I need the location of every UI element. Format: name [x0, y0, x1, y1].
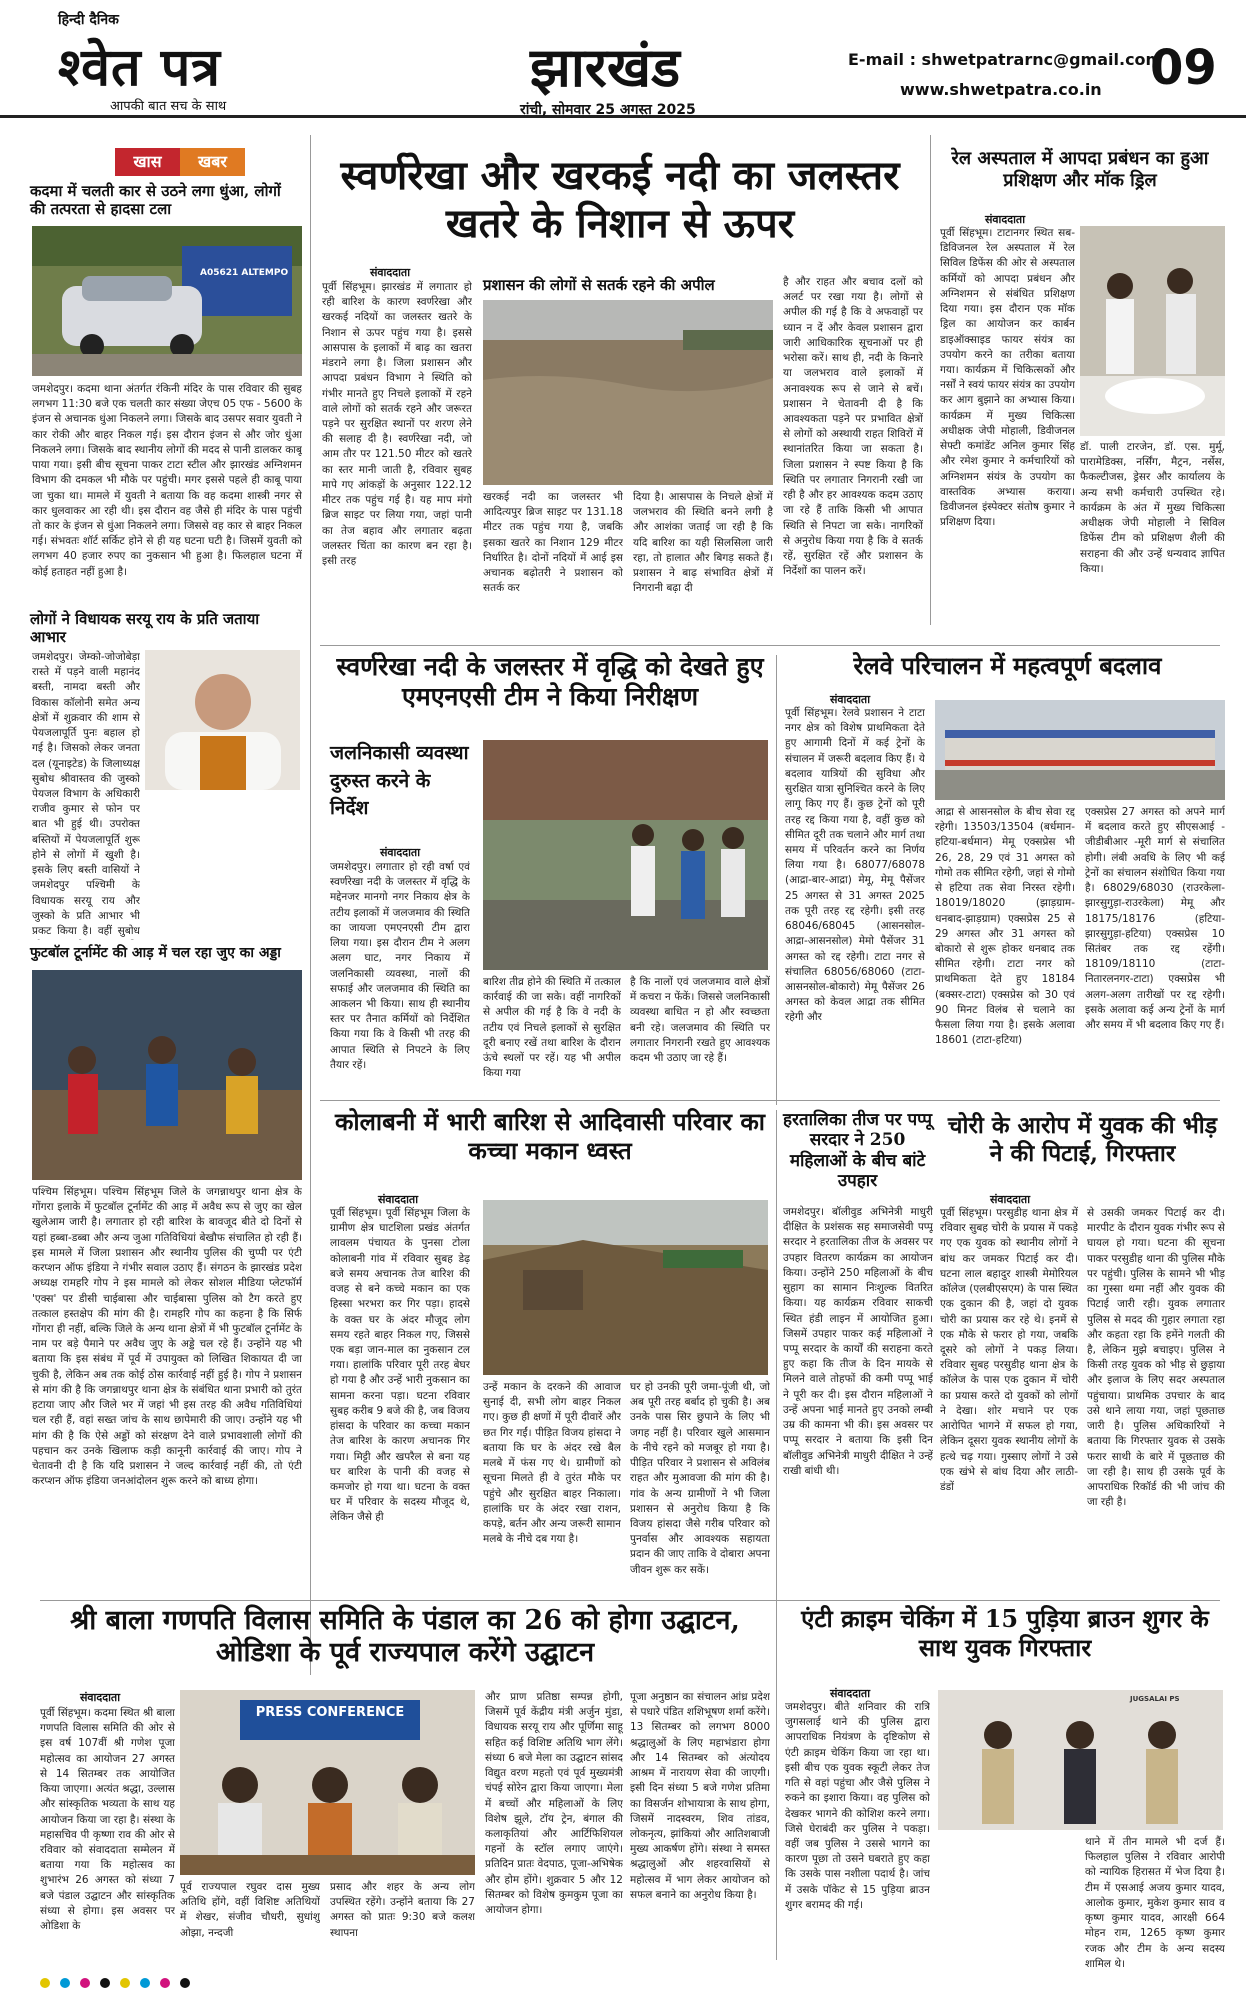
story-body: जमशेदपुर। बॉलीवुड अभिनेत्री माधुरी दीक्षित के प्रशंसक सह समाजसेवी पप्पू सरदार ने हरतालिका तीज के अवसर पर उपहार वितरण कार्यक्रम का आयोजन किया। उन्होंने 250 महिलाओं के बीच सुहाग का सामान निःशुल्क वितरित किया। यह कार्यक्रम रविवार साकची स्थित हंडी लाइन में आयोजित हुआ। जिसमें उपहार पाकर कई महिलाओं ने पप्पू सरदार के कार्यों की सराहना करते हुए कहा कि तीज के दिन मायके से मिलने वाले तोहफों की कमी पप्पू भाई ने पूरी कर दी। इस दौरान महिलाओं ने उन्हें अपना भाई मानते हुए उनको लम्बी उम्र की कामना भी की। इस अवसर पर पप्पू सरदार ने बताया कि इसी दिन बॉलीवुड अभिनेत्री माधुरी दीक्षित ने उन्हें राखी बांधी थी।: [783, 1206, 933, 1477]
lead-body-col3: दिया है। आसपास के निचले क्षेत्रों में जलभराव की स्थिति बनने लगी है और आशंका जताई जा रही है कि यदि बारिश का यही सिलसिला जारी रहा, तो हालात और बिगड़ सकते हैं। प्रशासन ने बाढ़ संभावित क्षेत्रों में निगरानी बढ़ा दी: [633, 491, 773, 595]
train-photo: [935, 700, 1225, 800]
registration-dot: [100, 1978, 110, 1988]
story-body: पूर्वी सिंहभूम। कदमा स्थित श्री बाला गणपति विलास समिति की ओर से इस वर्ष 107वीं श्री गणेश पूजा महोत्सव का आयोजन 27 अगस्त से 14 सितम्बर तक आयोजित किया जाएगा। अत्यंत श्रद्धा, उल्लास और सांस्कृतिक भव्यता के साथ यह आयोजन किया जा रहा है। संस्था के महासचिव पी कृष्णा राव की ओर से रविवार को संवाददाता सम्मेलन में बताया गया कि महोत्सव का शुभारंभ 26 अगस्त को संध्या 7 बजे पंडाल उद्घाटन और सांस्कृतिक संध्या से होगा। इस अवसर पर ओडिशा के: [40, 1707, 175, 1933]
section-title: झारखंड: [530, 35, 680, 99]
registration-dot: [180, 1978, 190, 1988]
newspaper-tagline: आपकी बात सच के साथ: [110, 99, 227, 114]
website-link[interactable]: www.shwetpatra.co.in: [900, 80, 1102, 99]
story-byline: संवाददाता: [80, 1691, 121, 1704]
banner-text: PRESS CONFERENCE: [255, 1705, 405, 1720]
lead-photo-caption: प्रशासन की लोगों से सतर्क रहने की अपील: [483, 276, 715, 294]
arrest-photo: [938, 1690, 1223, 1830]
story-body: पूर्वी सिंहभूम। परसुडीह थाना क्षेत्र में रविवार सुबह चोरी के प्रयास में पकड़े गए एक युवक को स्थानीय लोगों ने बांध कर जमकर पिटाई कर दी। घटना लाल बहादुर शास्त्री मेमोरियल कॉलेज (एलबीएसएम) के पास स्थित एक दुकान की है, जहां दो युवक चोरी का प्रयास कर रहे थे। इनमें से एक मौके से फरार हो गया, जबकि दूसरे को लोगों ने पकड़ लिया। रविवार सुबह परसुडीह थाना क्षेत्र के कॉलेज के पास एक दुकान में चोरी का प्रयास करते दो युवकों को लोगों ने देखा। शोर मचाने पर एक आरोपित भागने में सफल हो गया, लेकिन दूसरा युवक स्थानीय लोगों के हत्थे चढ़ गया। गुस्साए लोगों ने उसे एक खंभे से बांध दिया और लाठी-डंडों: [940, 1207, 1078, 1493]
story-byline: संवाददाता: [990, 1193, 1031, 1206]
date-line: रांची, सोमवार 25 अगस्त 2025: [520, 102, 696, 118]
section-rule: [40, 1600, 1220, 1601]
lead-headline[interactable]: स्वर्णरेखा और खरकई नदी का जलस्तर खतरे के निशान से ऊपर: [340, 152, 900, 247]
story-body: घर हो उनकी पूरी जमा-पूंजी थी, जो अब पूरी तरह बर्बाद हो चुकी है। अब उनके पास सिर छुपाने के लिए भी जगह नहीं है। परिवार खुले आसमान के नीचे रहने को मजबूर हो गया है। पीड़ित परिवार ने प्रशासन से अविलंब राहत और मुआवजा की मांग की है। गांव के अन्य ग्रामीणों ने भी जिला प्रशासन से अनुरोध किया है कि विजय हांसदा जैसे गरीब परिवार को पुनर्वास और आवश्यक सहायता प्रदान की जाए ताकि वे दोबारा अपना जीवन शुरू कर सकें।: [630, 1381, 770, 1576]
registration-dot: [40, 1978, 50, 1988]
column-rule: [776, 1610, 777, 1960]
lead-body-col2: खरकई नदी का जलस्तर भी आदित्यपुर ब्रिज साइट पर 131.18 मीटर तक पहुंच गया है, जबकि इसका खतरे का निशान 129 मीटर निर्धारित है। दोनों नदियों में आई इस अचानक बढ़ोतरी ने प्रशासन को सतर्क कर: [483, 491, 623, 595]
newspaper-logo: श्वेत पत्र: [58, 37, 221, 98]
story-body: से उसकी जमकर पिटाई कर दी। मारपीट के दौरान युवक गंभीर रूप से घायल हो गया। घटना की सूचना पाकर परसुडीह थाना की पुलिस मौके पर पहुंची। पुलिस के सामने भी भीड़ का गुस्सा थमा नहीं और युवक की पिटाई जारी रही। युवक लगातार पुलिस से मदद की गुहार लगाता रहा और कहता रहा कि हमेंने गलती की है, लेकिन मुझे बचाइए। पुलिस ने किसी तरह युवक को भीड़ से छुड़ाया और इलाज के लिए सदर अस्पताल पहुंचाया। प्राथमिक उपचार के बाद उसे थाने लाया गया, जहां पूछताछ जारी है। पुलिस अधिकारियों ने बताया कि गिरफ्तार युवक से उसके फरार साथी के बारे में पूछताछ की जा रही है। साथ ही उसके पूर्व के आपराधिक रिकॉर्ड की भी जांच की जा रही है।: [1087, 1207, 1225, 1509]
story-headline[interactable]: कोलाबनी में भारी बारिश से आदिवासी परिवार का कच्चा मकान ध्वस्त: [334, 1107, 765, 1165]
section-rule: [320, 645, 1220, 646]
story-sub-headline: जलनिकासी व्यवस्था दुरुस्त करने के निर्देश: [330, 742, 469, 820]
lead-byline: संवाददाता: [370, 266, 411, 279]
masthead: [0, 0, 1246, 118]
story-headline[interactable]: एंटी क्राइम चेकिंग में 15 पुड़िया ब्राउन शुगर के साथ युवक गिरफ्तार: [801, 1604, 1209, 1662]
story-headline[interactable]: चोरी के आरोप में युवक की भीड़ ने की पिटाई, गिरफ्तार: [947, 1112, 1218, 1167]
column-rule: [776, 1110, 777, 1610]
story-body: है कि नालों एवं जलजमाव वाले क्षेत्रों में कचरा न फेंकें। जिससे जलनिकासी व्यवस्था बाधित न हो और स्वच्छता बनी रहे। जलजमाव की स्थिति पर लगातार निगरानी रखते हुए आवश्यक कदम भी उठाए जा रहे हैं।: [630, 976, 770, 1065]
column-rule: [930, 135, 931, 625]
story-body: बारिश तीव्र होने की स्थिति में तत्काल कार्रवाई की जा सके। वहीं नागरिकों से अपील की गई है कि वे नदी के तटीय एवं निचले इलाकों से सुरक्षित दूरी बनाए रखें तथा बारिश के दौरान ऊंचे स्थलों पर रहें। यह भी अपील किया गया: [483, 976, 621, 1080]
story-body: आद्रा से आसनसोल के बीच सेवा रद्द रहेगी। 13503/13504 (बर्धमान-हटिया-बर्धमान) मेमू एक्सप्रेस भी 26, 28, 29 एवं 31 अगस्त को गोमो तक सीमित रहेगी, जहां से गोमो से हटिया तक सेवा निरस्त रहेगी। 18019/18020 (झाड़ग्राम-धनबाद-झाड़ग्राम) एक्सप्रेस 25 से 29 अगस्त और 31 अगस्त को बोकारो से शुरू होकर धनबाद तक सीमित रहेगी। टाटा नगर को प्राथमिकता देते हुए 18184 (बक्सर-टाटा) एक्सप्रेस को 30 एवं 90 मिनट विलंब से चलाने का फैसला लिया गया है। इसके अलावा 18601 (टाटा-हटिया): [935, 806, 1075, 1047]
page-number: 09: [1150, 40, 1217, 96]
column-rule: [776, 655, 777, 1105]
registration-dot: [120, 1978, 130, 1988]
inspection-team-photo: [483, 740, 768, 970]
story-byline: संवाददाता: [830, 693, 871, 706]
photo-label: JUGSALAI PS: [1130, 1695, 1180, 1703]
plate-text: A05621 ALTEMPO: [200, 268, 289, 278]
story-body: जमशेदपुर। जेम्को-जोजोबेड़ा रास्ते में पड़ने वाली महानंद बस्ती, नामदा बस्ती और विकास कॉलोनी समेत अन्य क्षेत्रों में शुक्रवार की शाम से पेयजलापूर्ति पुनः बहाल हो गई है। जिसको लेकर जनता दल (यूनाइटेड) के जिलाध्यक्ष सुबोध श्रीवास्तव की जुस्को पेयजल विभाग के अधिकारी राजीव कुमार से फोन पर बात भी हुई थी। उपरोक्त बस्तियों में पेयजलापूर्ति शुरू होने से लोगों में खुशी है। इसके लिए बस्ती वासियों ने जमशेदपुर पश्चिमी के विधायक सरयू राय और जुस्को के प्रति आभार भी प्रकट किया है। वहीं सुबोध: [32, 651, 140, 937]
story-body: डॉ. पाली टारजेन, डॉ. एस. मुर्मू, पारामेडिक्स, नर्सिंग, मैट्रन, नर्सेस, फैकल्टीजस, ड्रेसर और कार्यालय के अन्य सभी कर्मचारी उपस्थित रहे। कार्यक्रम के अंत में मुख्य चिकित्सा अधीक्षक जेपी मोहाली ने सिविल डिफेंस टीम को प्रशिक्षण शैली की सराहना की और उन्हें धन्यवाद ज्ञापित किया।: [1080, 441, 1225, 575]
story-byline: संवाददाता: [985, 213, 1026, 226]
story-headline[interactable]: हरतालिका तीज पर पप्पू सरदार ने 250 महिलाओं के बीच बांटे उपहार: [782, 1110, 933, 1192]
story-body: उन्हें मकान के दरकने की आवाज सुनाई दी, सभी लोग बाहर निकल गए। कुछ ही क्षणों में पूरी दीवारें और छत गिर गईं। पीड़ित विजय हांसदा ने बताया कि घर के अंदर रखे बैल मलबे में फंस गए थे। ग्रामीणों को सूचना मिलते ही वे तुरंत मौके पर पहुंचे और सुरक्षित बाहर निकाला। हालांकि घर के अंदर रखा राशन, कपड़े, बर्तन और अन्य जरूरी सामान मलबे के नीचे दब गया है।: [483, 1381, 621, 1546]
story-headline[interactable]: रेलवे परिचालन में महत्वपूर्ण बदलाव: [853, 651, 1162, 680]
story-body: पूजा अनुष्ठान का संचालन आंध्र प्रदेश से पधारे पंडित शशिभूषण शर्मा करेंगे। 13 सितम्बर को लगभग 8000 श्रद्धालुओं के लिए महाभंडारा होगा और 14 सितम्बर को अंत्योदय आश्रम में नारायण सेवा की जाएगी। इसी दिन संध्या 5 बजे गणेश प्रतिमा का विसर्जन शोभायात्रा के साथ होगा, जिसमें नादस्वरम, शिव तांडव, लोकनृत्य, झांकियां और आतिशबाजी मुख्य आकर्षण होंगे। संस्था ने समस्त श्रद्धालुओं और शहरवासियों से महोत्सव में भाग लेकर आयोजन को सफल बनाने का अनुरोध किया है।: [630, 1691, 770, 1901]
column-rule: [310, 135, 311, 1675]
story-body: पश्चिम सिंहभूम। पश्चिम सिंहभूम जिले के जगन्नाथपुर थाना क्षेत्र के गोंगरा इलाके में फुटबॉल टूर्नामेंट की आड़ में अवैध रूप से जुए का खेल खुलेआम जारी है। लगातार हो रही बारिश के बावजूद बीते दो दिनों से यहां हब्बा-डब्बा और अन्य जुआ गतिविधियां बेखौफ संचालित हो रही हैं। इस मामले में जिला प्रशासन और स्थानीय पुलिस की चुप्पी पर एंटी करप्शन ऑफ इंडिया ने गंभीर सवाल उठाए हैं। संगठन के झारखंड प्रदेश अध्यक्ष रामहरि गोप ने इस मामले को लेकर सोशल मीडिया प्लेटफॉर्म 'एक्स' पर डीसी चाईबासा और चाईबासा पुलिस को टैग करते हुए तत्काल हस्तक्षेप की मांग की है। रामहरि गोप का कहना है कि सिर्फ गोंगरा ही नहीं, बल्कि जिले के अन्य थाना क्षेत्रों में भी फुटबॉल टूर्नामेंट के नाम पर बड़े पैमाने पर अवैध जुए के अड्डे चल रहे हैं। उन्होंने यह भी बताया कि इस संबंध में पूर्व में उपायुक्त को लिखित शिकायत दी जा चुकी है, लेकिन अब तक कोई ठोस कार्रवाई नहीं हुई है। गोप ने प्रशासन से मांग की है कि जगन्नाथपुर थाना क्षेत्र के संबंधित थाना प्रभारी को तुरंत हटाया जाए और जिले भर में जहां भी इस तरह की अवैध गतिविधियां चल रही हैं, वहां सख्त जांच के साथ छापेमारी की जाए। उन्होंने यह भी मांग की है कि ऐसे अड्डों को संरक्षण देने वाले प्रभावशाली लोगों की पहचान कर उनके खिलाफ कड़ी कानूनी कार्रवाई की जाए। गोप ने चेतावनी दी है कि यदि प्रशासन ने जल्द कार्रवाई नहीं की, तो एंटी करप्शन ऑफ इंडिया जनआंदोलन शुरू करने को बाध्य होगा।: [32, 1186, 302, 1488]
registration-dot: [140, 1978, 150, 1988]
story-headline[interactable]: लोगों ने विधायक सरयू राय के प्रति जताया आभार: [30, 610, 260, 646]
story-body: पूर्व राज्यपाल रघुवर दास मुख्य अतिथि होंगे, वहीं विशिष्ट अतिथियों में शेखर, संजीव चौधरी, सुधांशु ओझा, नन्दजी: [180, 1881, 320, 1939]
story-body: जमशेदपुर। बीते शनिवार की रात्रि जुगसलाई थाने की पुलिस द्वारा आपराधिक नियंत्रण के दृष्टिकोण से एंटी क्राइम चेकिंग किया जा रहा था। इसी बीच एक युवक स्कूटी लेकर तेज गति से वहां पहुंचा और जैसे पुलिस ने रुकने का इशारा किया। वह पुलिस को देखकर भागने की कोशिश करने लगा। जिसे घेराबंदी कर पुलिस ने पकड़ा। वहीं जब पुलिस ने उससे भागने का कारण पूछा तो उसने घबराते हुए कहा कि उसके पास नशीला पदार्थ है। जांच में उसके पॉकेट से 15 पुड़िया ब्राउन शुगर बरामद की गई।: [785, 1701, 930, 1911]
gambling-photo: [32, 970, 302, 1180]
story-body: जमशेदपुर। कदमा थाना अंतर्गत रंकिनी मंदिर के पास रविवार की सुबह लगभग 11:30 बजे एक चलती कार संख्या जेएच 05 एफ - 5600 के इंजन से अचानक धुंआ निकलने लगा। जिसके बाद उसपर सवार युवती ने कार रोकी और बाहर निकल गई। इस दौरान इंजन से और जोर धुंआ निकलने लगा। जिसके बाद स्थानीय लोगों की मदद से पानी डालकर काबू पाया गया। इसी बीच सूचना पाकर टाटा स्टील और झारखंड अग्निशमन विभाग की दमकल भी मौके पर पहुंची। मगर इससे पहले ही काबू पाया जा चुका था। मामले में युवती ने बताया कि वह कदमा शास्त्री नगर से कार धुलवाकर आ रही थी। इस दौरान वह जैसे ही मंदिर के पास पहुंची तो कार के इंजन से धुंआ निकलने लगा। जिससे वह कार से बाहर निकल गई। संभवतः शॉर्ट सर्किट होने से ही यह घटना घटी है। जिसमें युवती को लगभग 40 हजार रुपए का नुकसान भी हुआ है। फिलहाल घटना में कोई हताहत नहीं हुआ है।: [32, 383, 302, 578]
story-headline[interactable]: स्वर्णरेखा नदी के जलस्तर में वृद्धि को देखते हुए एमएनएसी टीम ने किया निरीक्षण: [336, 652, 764, 711]
politician-portrait: [145, 650, 300, 790]
contact-email[interactable]: E-mail : shwetpatrarnc@gmail.com: [848, 50, 1163, 69]
story-body: पूर्वी सिंहभूम। रेलवे प्रशासन ने टाटा नगर क्षेत्र को विशेष प्राथमिकता देते हुए आगामी दिनों में कई ट्रेनों के संचालन में जरूरी बदलाव किए हैं। ये बदलाव यात्रियों की सुविधा और सुरक्षित यात्रा सुनिश्चित करने के लिए लागू किए गए हैं। कुछ ट्रेनों को पूरी तरह रद्द किया गया है, वहीं कुछ को सीमित दूरी तक चलाने और मार्ग तथा समय में परिवर्तन करने का निर्णय लिया गया है। 68077/68078 (आद्रा-बार-आद्रा) मेमू, मेमू पैसेंजर 25 अगस्त से 31 अगस्त 2025 तक पूरी तरह रद्द रहेगी। इसी तरह 68046/68045 (आसनसोल-आद्रा-आसनसोल) मेमो पैसेंजर 31 अगस्त को रद्द रहेगी। टाटा नगर से संचालित 68056/68060 (टाटा-आसनसोल-बोकारो) मेमू पैसेंजर 26 अगस्त को केवल आद्रा तक सीमित रहेगी और: [785, 707, 925, 1024]
story-body: थाने में तीन मामले भी दर्ज हैं। फिलहाल पुलिस ने रविवार आरोपी को न्यायिक हिरासत में भेज दिया है। टीम में एसआई अजय कुमार यादव, आलोक कुमार, मुकेश कुमार साव व कृष्ण कुमार यादव, आरक्षी 664 मोहन राम, 1265 कृष्ण कुमार रजक और टीम के अन्य सदस्य शामिल थे।: [1085, 1836, 1225, 1970]
story-body: प्रसाद और शहर के अन्य लोग उपस्थित रहेंगे। उन्होंने बताया कि 27 अगस्त को प्रातः 9:30 बजे कलश स्थापना: [330, 1881, 475, 1939]
story-byline: संवाददाता: [830, 1687, 871, 1700]
newspaper-type: हिन्दी दैनिक: [58, 12, 119, 28]
mock-drill-photo: [1080, 226, 1225, 436]
khabar-label: खबर: [180, 148, 245, 176]
flooded-river-photo: [483, 300, 773, 485]
story-byline: संवाददाता: [380, 846, 421, 859]
lead-body-col1: पूर्वी सिंहभूम। झारखंड में लगातार हो रही बारिश के कारण स्वर्णरेखा और खरकई नदियों का जलस्तर खतरे के निशान से ऊपर पहुंच गया है। इससे आसपास के इलाकों में बाढ़ का खतरा मंडराने लगा है। जिला प्रशासन और आपदा प्रबंधन विभाग ने स्थिति को गंभीर मानते हुए निचले इलाकों में रहने वाले लोगों को सतर्क रहने और जरूरत पड़ने पर सुरक्षित स्थानों पर शरण लेने की सलाह दी है। स्वर्णरेखा नदी, जो आम तौर पर 121.50 मीटर को खतरे का स्तर मानी जाती है, रविवार सुबह मापे गए आंकड़ों के अनुसार 122.12 मीटर तक पहुंच गई है। यह माप मंगो ब्रिज साइट पर लिया गया, जहां पानी का तेज बहाव और लगातार बढ़ता जलस्तर चिंता का कारण बन रहा है। इसी तरह: [322, 281, 472, 567]
registration-dot: [60, 1978, 70, 1988]
khaas-khabar-label: [115, 148, 245, 176]
story-headline[interactable]: कदमा में चलती कार से उठने लगा धुंआ, लोगों की तत्परता से हादसा टला: [30, 182, 281, 218]
story-headline[interactable]: श्री बाला गणपति विलास समिति के पंडाल का 26 को होगा उद्घाटन, ओडिशा के पूर्व राज्यपाल करेंगे उद्घाटन: [70, 1605, 740, 1669]
story-body: और प्राण प्रतिष्ठा सम्पन्न होगी, जिसमें पूर्व केंद्रीय मंत्री अर्जुन मुंडा, विधायक सरयू राय और पूर्णिमा साहू सहित कई विशिष्ट अतिथि भाग लेंगे। संध्या 6 बजे मेला का उद्घाटन सांसद विद्युत वरण महतो एवं पूर्व मुख्यमंत्री चंपई सोरेन द्वारा किया जाएगा। मेला में बच्चों और महिलाओं के लिए विशेष झूले, टॉय ट्रेन, बंगाल की कलाकृतियां और आर्टिफिशियल गहनों के स्टॉल लगाए जाएंगे। प्रतिदिन प्रातः वेदपाठ, पूजा-अभिषेक और होम होंगे। शुक्रवार 5 और 12 सितम्बर को विशेष कुमकुम पूजा का आयोजन होगा।: [485, 1691, 623, 1917]
story-body: जमशेदपुर। लगातार हो रही वर्षा एवं स्वर्णरेखा नदी के जलस्तर में वृद्धि के मद्देनजर मानगो नगर निकाय क्षेत्र के तटीय इलाकों में जलजमाव की स्थिति का जायजा एमएनएसी टीम द्वारा लिया गया। इस दौरान टीम ने अलग अलग घाट, नगर निकाय में जलनिकासी व्यवस्था, नालों की सफाई और जलजमाव की स्थिति का आकलन भी किया। साथ ही स्थानीय स्तर पर तैनात कर्मियों को निर्देशित किया गया कि वे किसी भी तरह की आपात स्थिति से निपटने के लिए तैयार रहें।: [330, 861, 470, 1071]
story-body: पूर्वी सिंहभूम। पूर्वी सिंहभूम जिला के ग्रामीण क्षेत्र घाटशिला प्रखंड अंतर्गत लावलम पंचायत के पुनसा टोला कोलाबनी गांव में रविवार सुबह डेढ़ बजे समय अचानक तेज बारिश की वजह से बने कच्चे मकान का एक हिस्सा भरभरा कर गिर पड़ा। हादसे के वक्त घर के अंदर मौजूद लोग समय रहते बाहर निकल गए, जिससे एक बड़ा जान-माल का नुकसान टल गया। हालांकि परिवार पूरी तरह बेघर हो गया है और उन्हें भारी नुकसान का सामना करना पड़ा। घटना रविवार सुबह करीब 9 बजे की है, जब विजय हांसदा के परिवार का कच्चा मकान तेज बारिश के कारण अचानक गिर गया। मिट्टी और खपरैल से बना यह घर बारिश के पानी की वजह से कमजोर हो गया था। घटना के वक्त घर में परिवार के सदस्य मौजूद थे, लेकिन जैसे ही: [330, 1207, 470, 1524]
khaas-label: खास: [115, 148, 180, 176]
story-headline[interactable]: फुटबॉल टूर्नामेंट की आड़ में चल रहा जुए का अड्डा: [30, 945, 281, 961]
color-registration-marks: [40, 1978, 190, 1988]
lead-body-col4: है और राहत और बचाव दलों को अलर्ट पर रखा गया है। लोगों से अपील की गई है कि वे अफवाहों पर ध्यान न दें और केवल प्रशासन द्वारा जारी आधिकारिक सूचनाओं पर ही भरोसा करें। साथ ही, नदी के किनारे या जलभराव वाले इलाकों में अनावश्यक रूप से जाने से बचें। प्रशासन ने चेतावनी दी है कि आवश्यकता पड़ने पर प्रभावित क्षेत्रों से लोगों को अस्थायी राहत शिविरों में स्थानांतरित किया जा सकता है। जिला प्रशासन ने स्पष्ट किया है कि स्थिति पर लगातार निगरानी रखी जा रही है और हर आवश्यक कदम उठाए जा रहे हैं ताकि किसी भी आपात स्थिति से निपटा जा सके। नागरिकों से अनुरोध किया गया है कि वे सतर्क रहें, सुरक्षित रहें और प्रशासन के निर्देशों का पालन करें।: [783, 276, 923, 578]
story-headline[interactable]: रेल अस्पताल में आपदा प्रबंधन का हुआ प्रशिक्षण और मॉक ड्रिल: [951, 148, 1209, 191]
story-body: पूर्वी सिंहभूम। टाटानगर स्थित सब-डिविजनल रेल अस्पताल में रेल सिविल डिफेंस की ओर से अस्पताल कर्मियों को आपदा प्रबंधन और अग्निशमन से संबंधित प्रशिक्षण दिया गया। इस दौरान एक मॉक ड्रिल का आयोजन कर कार्बन डाइऑक्साइड फायर संयंत्र का उपयोग करने का तरीका बताया गया। कार्यक्रम में चिकित्सकों और नर्सों ने स्वयं फायर संयंत्र का उपयोग कर आग बुझाने का अभ्यास किया। कार्यक्रम में मुख्य चिकित्सा अधीक्षक जेपी मोहाली, डिवीजनल सेफ्टी कमांडेंट अनिल कुमार सिंह और रमेश कुमार ने कर्मचारियों को अग्निशमन संयंत्र के उपयोग का वास्तविक अभ्यास कराया। डिवीजनल इंस्पेक्टर संतोष कुमार ने प्रशिक्षण दिया।: [940, 227, 1075, 529]
registration-dot: [80, 1978, 90, 1988]
story-byline: संवाददाता: [378, 1193, 419, 1206]
collapsed-house-photo: [483, 1200, 768, 1375]
car-smoke-photo: [32, 226, 302, 376]
registration-dot: [160, 1978, 170, 1988]
section-rule: [320, 1100, 1220, 1101]
story-body: एक्सप्रेस 27 अगस्त को अपने मार्ग में बदलाव करते हुए सीएसआई - जीडीबीआर -मूरी मार्ग से संचालित होगी। लंबी अवधि के लिए भी कई ट्रेनों का संचालन संशोधित किया गया है। 68029/68030 (राउरकेला-झारसुगुड़ा-राउरकेला) मेमू और 18175/18176 (हटिया-झारसुगुड़ा-हटिया) एक्सप्रेस 10 सितंबर तक रद्द रहेंगी। 18109/18110 (टाटा-नितारलनगर-टाटा) एक्सप्रेस भी अलग-अलग तारीखों पर रद्द रहेगी। इसके अलावा कई अन्य ट्रेनों के मार्ग और समय में भी बदलाव किए गए हैं।: [1085, 806, 1225, 1032]
